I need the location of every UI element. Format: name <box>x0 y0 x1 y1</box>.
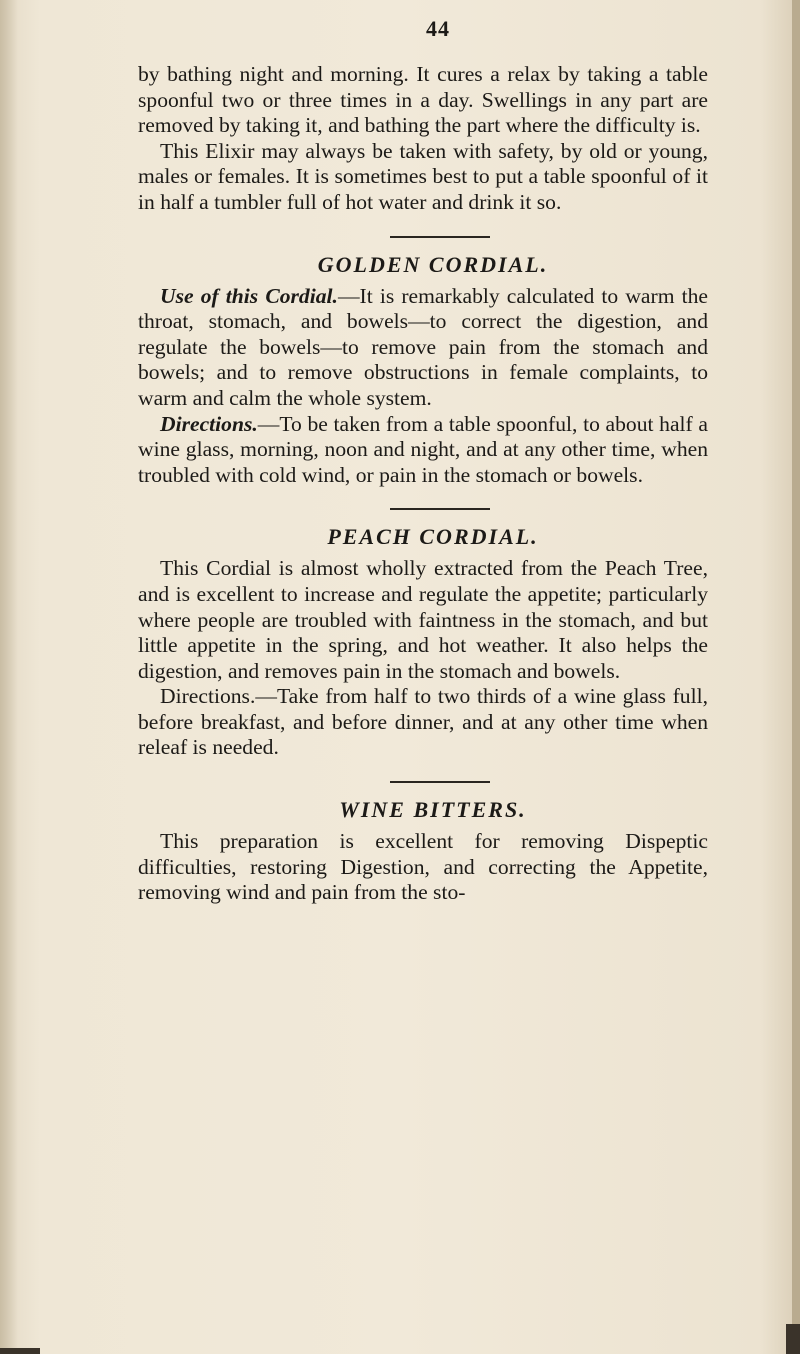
intro-paragraph-1: by bathing night and morning. It cures a relax by taking a table spoonful two or three times in a day. Swellings in any part are removed by taking it, and bathing the part where the difficulty is. <box>138 62 708 138</box>
spine-shadow <box>0 0 18 1354</box>
paragraph-text: —It is remarkably calculated to warm the throat, stomach, and bowels—to correct the digestion, and regulate the bowels—to remove pain from the stomach and bowels; and to remove obstructions in female complaints, to warm and calm the whole system. <box>138 283 708 410</box>
section-divider <box>390 781 490 783</box>
peach-cordial-directions-paragraph: Directions.—Take from half to two thirds of a wine glass full, before breakfast, and before dinner, and at any other time when releaf is needed. <box>138 684 708 760</box>
section-divider <box>390 508 490 510</box>
golden-cordial-use-paragraph <box>138 284 708 412</box>
page-edge <box>792 0 800 1354</box>
paragraph-lead: Use of this Cordial. <box>160 283 338 308</box>
page-corner-mark <box>786 1324 800 1354</box>
section-heading-golden-cordial: GOLDEN CORDIAL. <box>317 251 549 277</box>
section-heading-peach-cordial: PEACH CORDIAL. <box>327 524 539 550</box>
golden-cordial-directions-paragraph <box>138 412 708 489</box>
intro-paragraph-2: This Elixir may always be taken with safety, by old or young, males or females. It is sometimes best to put a table spoonful of it in half a tumbler full of hot water and drink it so. <box>138 138 708 214</box>
wine-bitters-description-paragraph: This preparation is excellent for removing Dispeptic difficulties, restoring Digestion, and correcting the Appetite, removing wind and pain from the sto- <box>138 829 708 905</box>
page-number: 44 <box>426 16 450 41</box>
section-divider <box>390 236 490 238</box>
section-heading-wine-bitters: WINE BITTERS. <box>339 797 527 823</box>
page-content <box>138 16 708 906</box>
page-corner-mark <box>0 1348 40 1354</box>
peach-cordial-description-paragraph: This Cordial is almost wholly extracted from the Peach Tree, and is excellent to increase and regulate the appetite; particularly where people are troubled with faintness in the stomach, and but little appetite in the spring, and hot weather. It also helps the digestion, and removes pain in the stomach and bowels. <box>138 556 708 683</box>
paragraph-lead: Directions. <box>160 411 258 436</box>
paragraph-text: —To be taken from a table spoonful, to about half a wine glass, morning, noon and night, and at any other time, when troubled with cold wind, or pain in the stomach or bowels. <box>138 411 708 487</box>
